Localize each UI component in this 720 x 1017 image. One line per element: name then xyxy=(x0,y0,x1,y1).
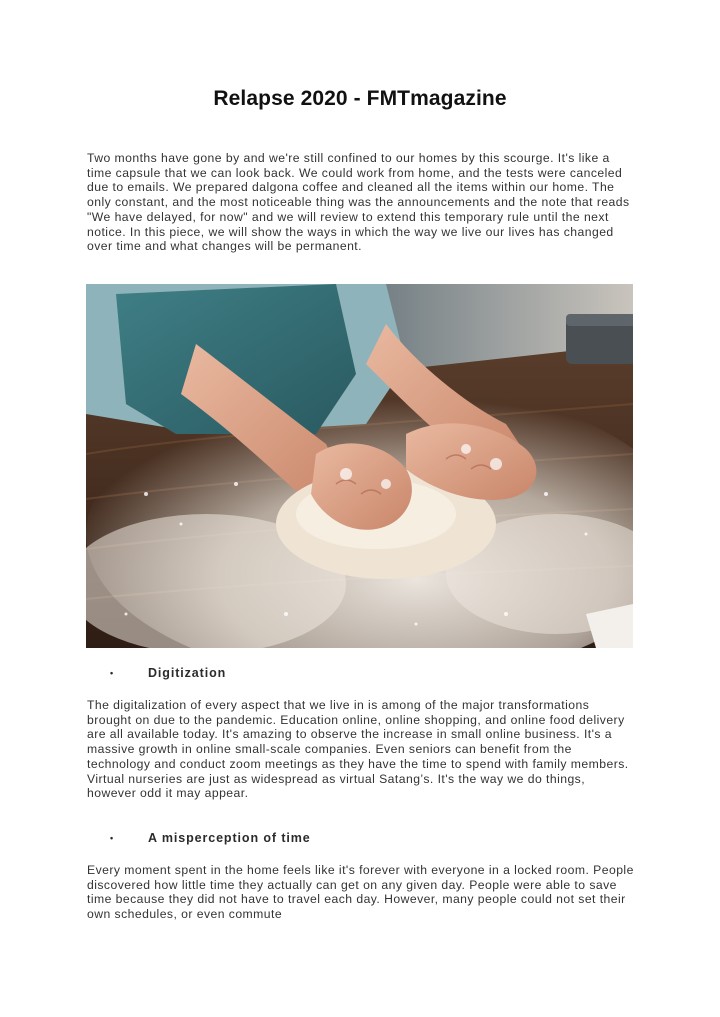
section-heading-text: Digitization xyxy=(148,666,227,680)
section-heading-text: A misperception of time xyxy=(148,831,311,845)
time-paragraph: Every moment spent in the home feels like it's forever with everyone in a locked room. People discovered how little time they actually can get on any given day. People were able to save time because they did not have to travel each day. However, many people could not set their own schedules, or even commute xyxy=(87,863,634,922)
bullet-marker: • xyxy=(110,668,115,678)
bullet-marker: • xyxy=(110,833,115,843)
hero-image-illustration xyxy=(86,284,633,648)
intro-paragraph: Two months have gone by and we're still confined to our homes by this scourge. It's like a time capsule that we can look back. We could work from home, and the tests were canceled due to emails. We prepared dalgona coffee and cleaned all the items within our home. The only constant, and the most noticeable thing was the announcements and the note that reads "We have delayed, for now" and we will review to extend this temporary rule until the next notice. In this piece, we will show the ways in which the way we live our lives has changed over time and what changes will be permanent. xyxy=(87,151,630,254)
digitization-paragraph: The digitalization of every aspect that we live in is among of the major transformations brought on due to the pandemic. Education online, online shopping, and online food delivery are all available today. It's amazing to observe the increase in small online business. It's a massive growth in online small-scale companies. Even seniors can benefit from the technology and conduct zoom meetings as they have the time to spend with family members. Virtual nurseries are just as widespread as virtual Satang’s. It's the way we do things, however odd it may appear. xyxy=(87,698,629,801)
page-title: Relapse 2020 - FMTmagazine xyxy=(213,87,507,110)
hero-image-kneading-dough xyxy=(86,284,633,648)
